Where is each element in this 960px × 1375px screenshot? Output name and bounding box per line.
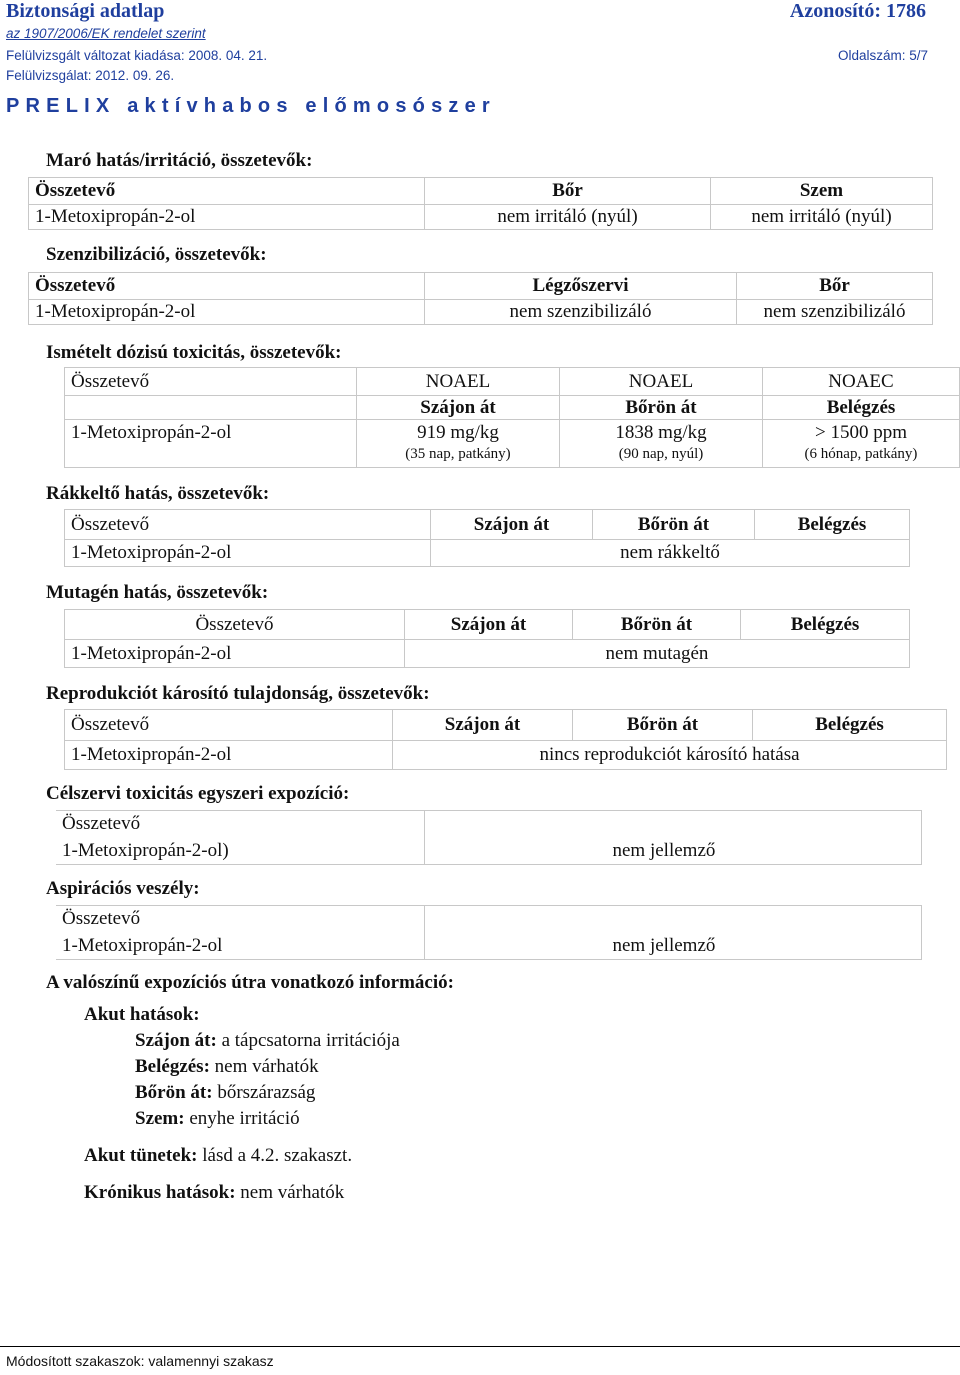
effect-text: bőrszárazság [212, 1082, 316, 1103]
col-header-inhalation: Belégzés [753, 710, 947, 741]
carcinogen-value: nem rákkeltő [431, 540, 910, 567]
aspiration-value: nem jellemző [424, 933, 921, 960]
sensitization-table [28, 272, 933, 325]
skin-value: nem irritáló (nyúl) [425, 205, 711, 230]
effect-label: Szem: [135, 1108, 185, 1129]
inhalation-value-cell [763, 420, 960, 468]
aspiration-heading: Aspirációs veszély: [46, 878, 200, 899]
acute-symptoms-text: lásd a 4.2. szakaszt. [197, 1145, 353, 1166]
dermal-note: (90 nap, nyúl) [618, 446, 704, 462]
effect-eye [135, 1108, 300, 1130]
footer-divider [0, 1346, 960, 1347]
reproductive-table [64, 709, 947, 770]
dermal-value: 1838 mg/kg [615, 422, 707, 443]
component-name: 1-Metoxipropán-2-ol [65, 420, 357, 468]
col-header-noael-dermal: NOAEL [560, 368, 763, 396]
effect-text: nem várhatók [209, 1056, 319, 1077]
dermal-value-cell [560, 420, 763, 468]
col-header-component: Összetevő [29, 273, 425, 300]
acute-symptoms-label: Akut tünetek: [84, 1145, 198, 1166]
mutagen-value: nem mutagén [405, 640, 910, 668]
revision-issue: Felülvizsgált változat kiadása: 2008. 04. 21. [6, 48, 268, 63]
stot-value: nem jellemző [424, 838, 921, 865]
exposure-heading: A valószínű expozíciós útra vonatkozó információ: [46, 972, 454, 993]
modified-sections: Módosított szakaszok: valamennyi szakasz [6, 1353, 274, 1369]
col-header-noaec: NOAEC [763, 368, 960, 396]
col-header-oral: Szájon át [393, 710, 573, 741]
regulation-line: az 1907/2006/EK rendelet szerint [6, 26, 206, 41]
col-header-skin: Bőr [425, 178, 711, 205]
effect-label: Bőrön át: [135, 1082, 213, 1103]
skin-value: nem szenzibilizáló [737, 300, 933, 325]
col-header-oral: Szájon át [431, 510, 593, 540]
component-name: 1-Metoxipropán-2-ol) [56, 838, 424, 865]
effect-text: enyhe irritáció [184, 1108, 300, 1129]
col-header-component: Összetevő [65, 610, 405, 640]
corrosive-heading: Maró hatás/irritáció, összetevők: [46, 150, 313, 171]
col-header-dermal: Bőrön át [593, 510, 755, 540]
reproductive-value: nincs reprodukciót károsító hatása [393, 741, 947, 770]
effect-oral [135, 1030, 400, 1052]
chronic-effects [84, 1182, 344, 1204]
respiratory-value: nem szenzibilizáló [425, 300, 737, 325]
route-dermal: Bőrön át [560, 396, 763, 420]
component-name: 1-Metoxipropán-2-ol [65, 741, 393, 770]
acute-effects-label: Akut hatások: [84, 1004, 200, 1025]
sensitization-heading: Szenzibilizáció, összetevők: [46, 244, 267, 265]
mutagen-heading: Mutagén hatás, összetevők: [46, 582, 269, 603]
col-header-skin: Bőr [737, 273, 933, 300]
effect-text: a tápcsatorna irritációja [216, 1030, 400, 1051]
corrosive-table [28, 177, 933, 230]
inhalation-note: (6 hónap, patkány) [804, 446, 918, 462]
col-header-component: Összetevő [56, 906, 424, 933]
chronic-effects-label: Krónikus hatások: [84, 1182, 236, 1203]
col-header-inhalation: Belégzés [741, 610, 910, 640]
reproductive-heading: Reprodukciót károsító tulajdonság, összetevők: [46, 683, 430, 704]
mutagen-table [64, 609, 910, 668]
eye-value: nem irritáló (nyúl) [711, 205, 933, 230]
carcinogen-table [64, 509, 910, 567]
oral-value: 919 mg/kg [417, 422, 499, 443]
component-name: 1-Metoxipropán-2-ol [56, 933, 424, 960]
repeated-dose-table [64, 367, 960, 468]
col-header-component: Összetevő [65, 510, 431, 540]
carcinogen-heading: Rákkeltő hatás, összetevők: [46, 483, 270, 504]
component-name: 1-Metoxipropán-2-ol [29, 205, 425, 230]
stot-heading: Célszervi toxicitás egyszeri expozíció: [46, 783, 350, 804]
effect-inhalation [135, 1056, 319, 1078]
stot-table [56, 810, 922, 865]
col-header-component: Összetevő [65, 368, 357, 396]
document-identifier: Azonosító: 1786 [789, 0, 926, 22]
route-inhalation: Belégzés [763, 396, 960, 420]
col-header-component: Összetevő [65, 710, 393, 741]
repeated-dose-heading: Ismételt dózisú toxicitás, összetevők: [46, 342, 342, 363]
document-title: Biztonsági adatlap [6, 0, 165, 22]
aspiration-table [56, 905, 922, 960]
col-header-dermal: Bőrön át [573, 710, 753, 741]
effect-label: Belégzés: [135, 1056, 210, 1077]
col-header-dermal: Bőrön át [573, 610, 741, 640]
product-name: PRELIX aktívhabos előmosószer [6, 95, 496, 117]
col-header-inhalation: Belégzés [755, 510, 910, 540]
acute-symptoms [84, 1145, 352, 1167]
component-name: 1-Metoxipropán-2-ol [65, 640, 405, 668]
col-header-component: Összetevő [56, 811, 424, 838]
col-header-component: Összetevő [29, 178, 425, 205]
col-header-noael-oral: NOAEL [357, 368, 560, 396]
col-header-respiratory: Légzőszervi [425, 273, 737, 300]
route-oral: Szájon át [357, 396, 560, 420]
inhalation-value: > 1500 ppm [815, 422, 907, 443]
oral-value-cell [357, 420, 560, 468]
revision-date: Felülvizsgálat: 2012. 09. 26. [6, 68, 175, 83]
col-header-oral: Szájon át [405, 610, 573, 640]
effect-label: Szájon át: [135, 1030, 217, 1051]
effect-dermal [135, 1082, 315, 1104]
chronic-effects-text: nem várhatók [235, 1182, 345, 1203]
component-name: 1-Metoxipropán-2-ol [29, 300, 425, 325]
col-header-eye: Szem [711, 178, 933, 205]
oral-note: (35 nap, patkány) [405, 446, 511, 462]
component-name: 1-Metoxipropán-2-ol [65, 540, 431, 567]
page-number: Oldalszám: 5/7 [837, 48, 928, 63]
